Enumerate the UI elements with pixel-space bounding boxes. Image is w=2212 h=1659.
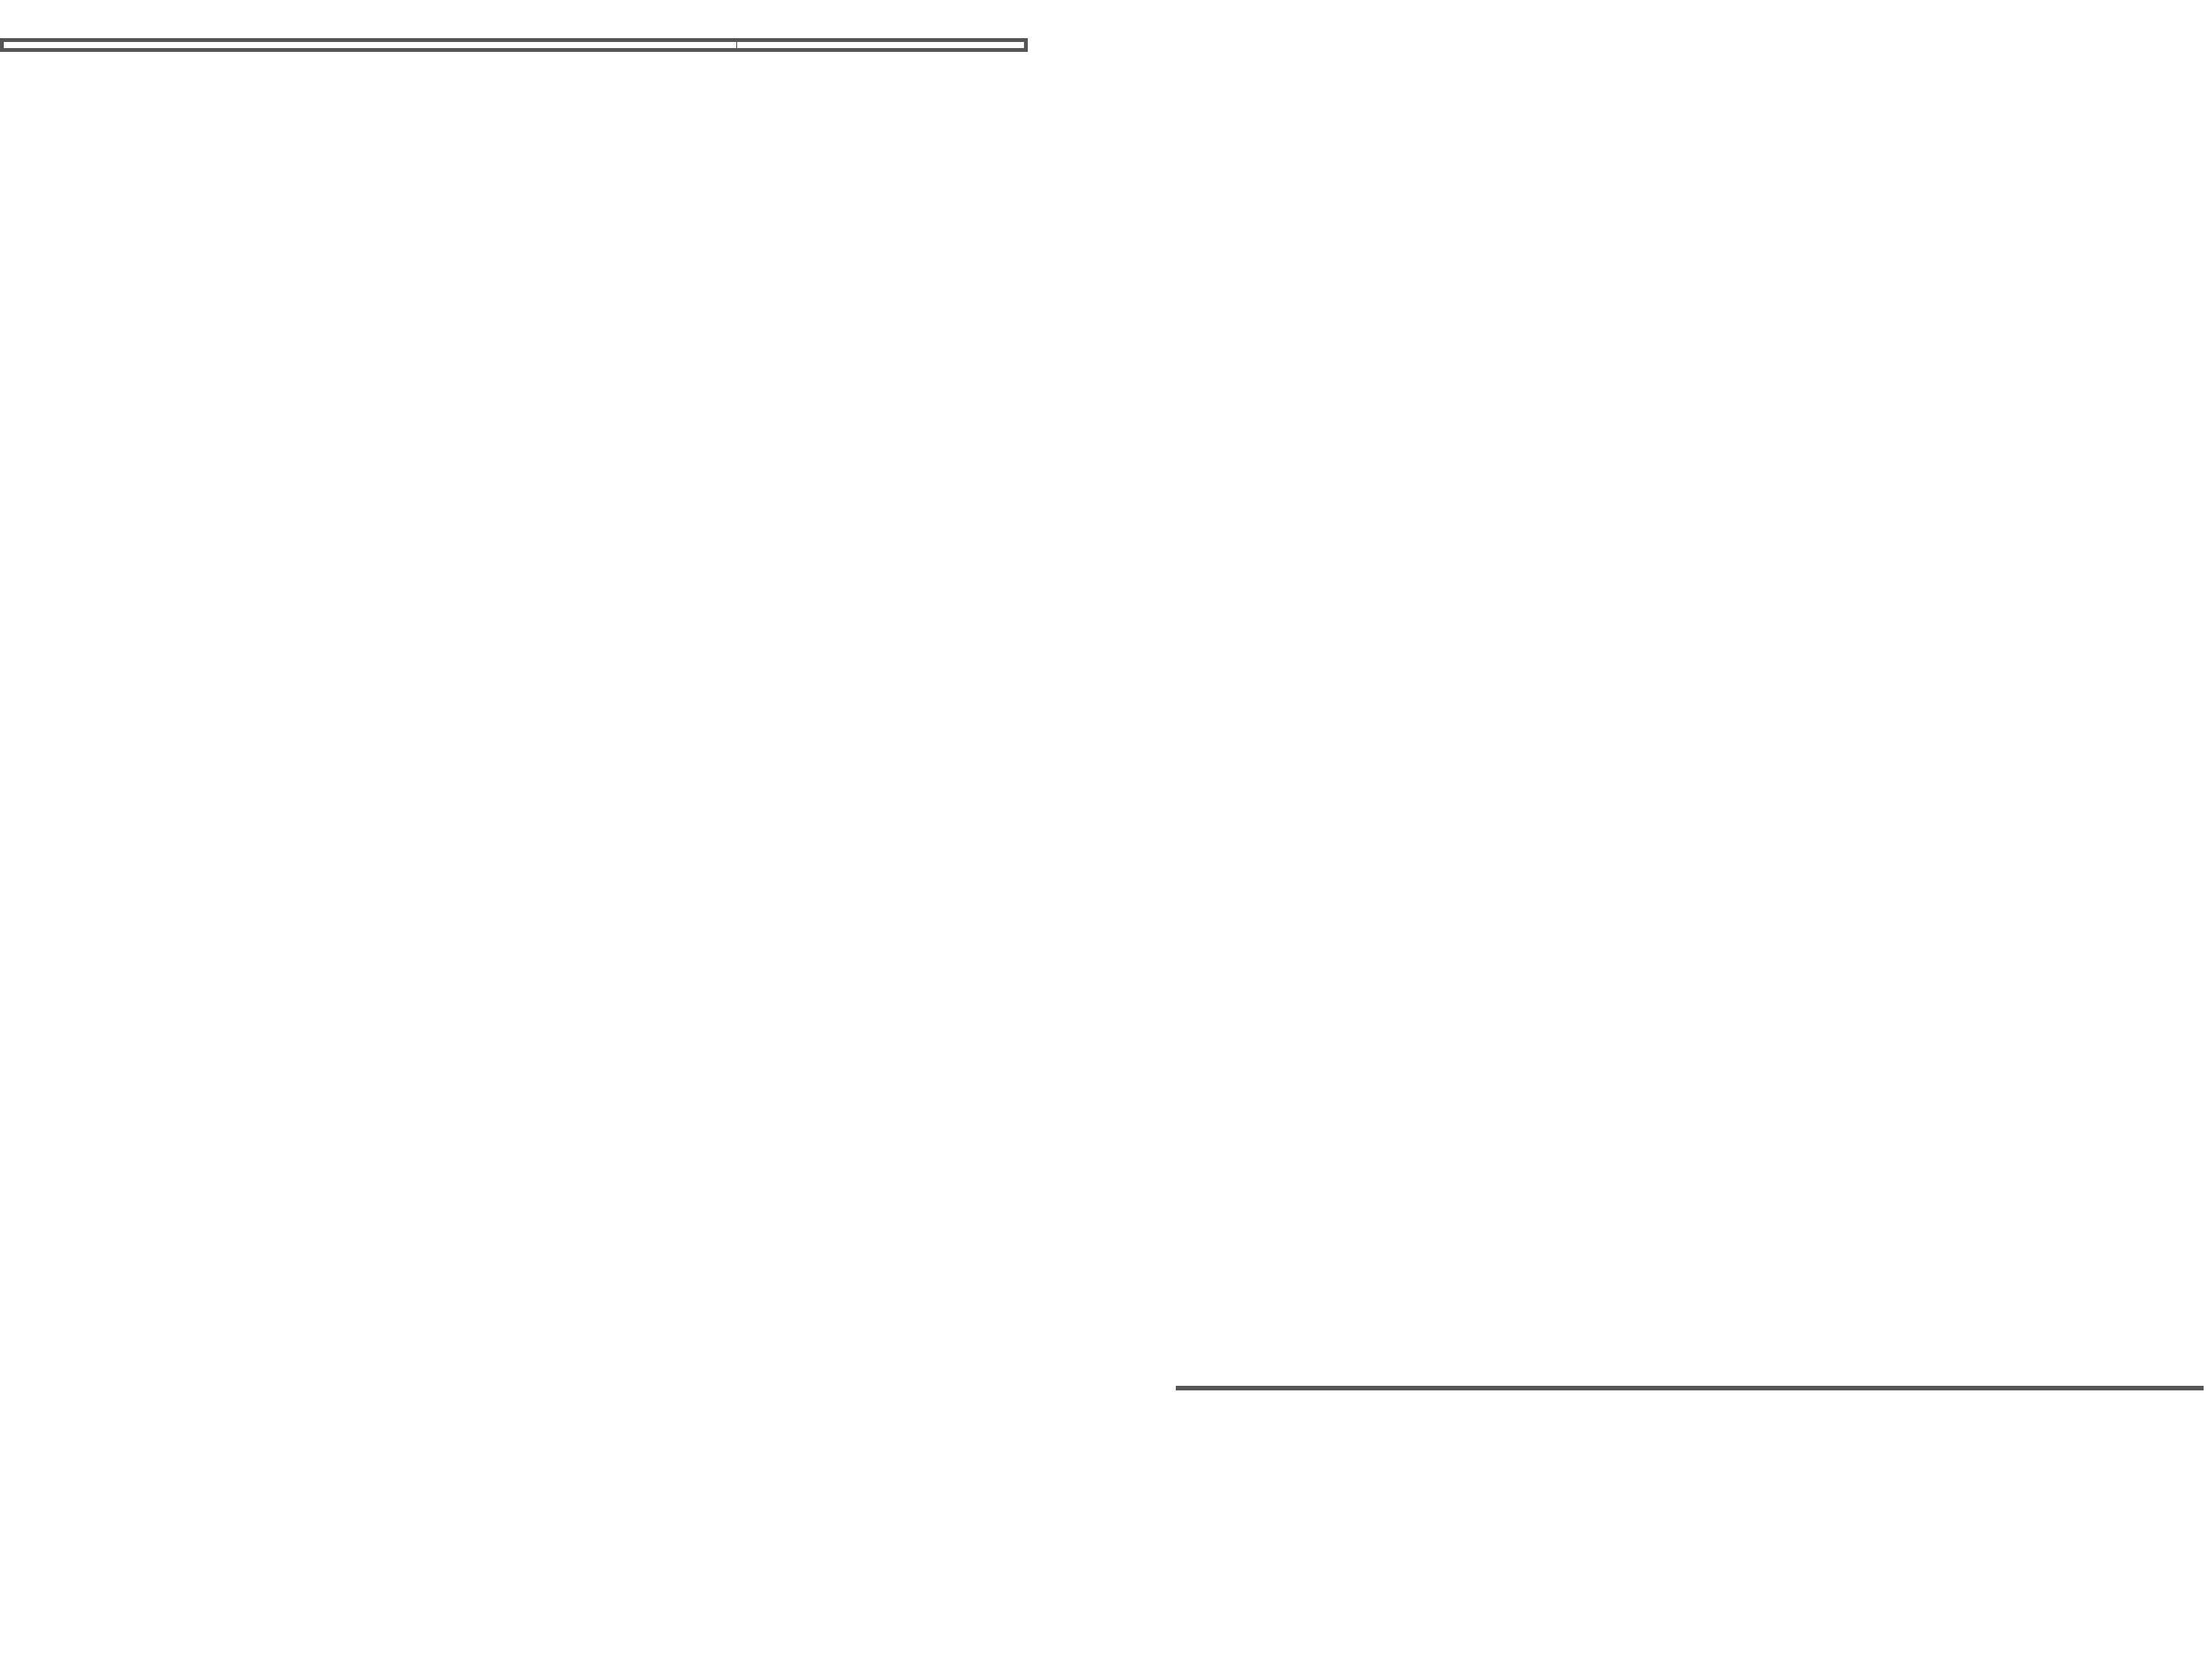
entrada-value	[737, 40, 1026, 50]
votos-table	[1176, 1386, 2204, 1390]
table-row	[2, 40, 1026, 50]
votos-label	[1177, 1387, 1682, 1390]
entrada-label	[2, 40, 737, 50]
table-row	[1177, 1387, 2203, 1390]
entrada-table	[0, 38, 1028, 52]
votos-value	[1682, 1387, 2203, 1390]
